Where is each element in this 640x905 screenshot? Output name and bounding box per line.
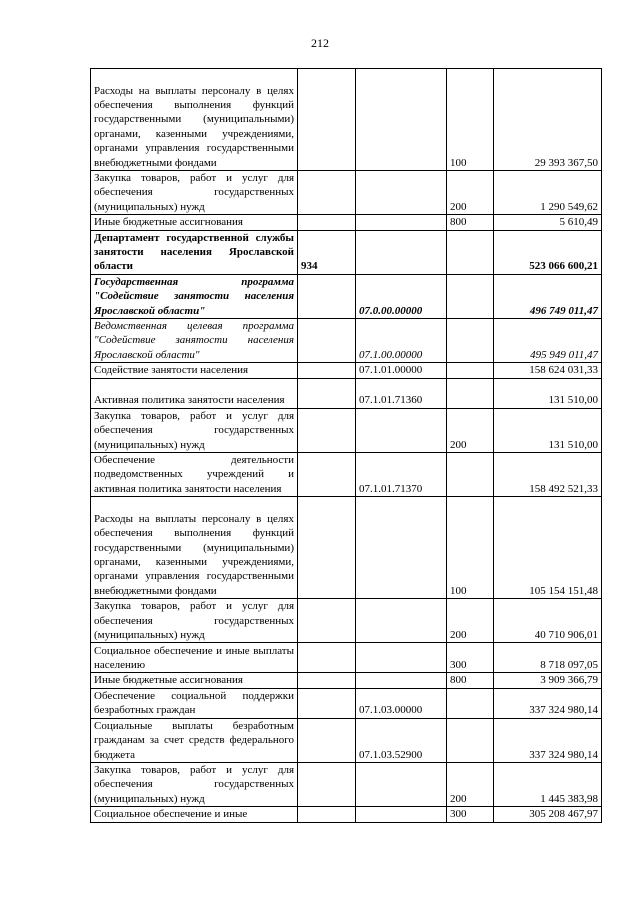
- row-expense-kind: 800: [447, 215, 494, 230]
- row-expense-kind: 100: [447, 69, 494, 171]
- row-amount: 1 290 549,62: [494, 171, 602, 215]
- row-expense-kind: 200: [447, 599, 494, 643]
- row-department: [298, 452, 356, 496]
- row-target-code: [356, 171, 447, 215]
- row-expense-kind: 800: [447, 673, 494, 688]
- row-expense-kind: [447, 718, 494, 762]
- row-expense-kind: [447, 319, 494, 363]
- row-name: Обеспечение социальной поддержки безработных граждан: [91, 688, 298, 718]
- row-amount: 131 510,00: [494, 378, 602, 408]
- row-name: Социальные выплаты безработным гражданам за счет средств федерального бюджета: [91, 718, 298, 762]
- row-department: [298, 274, 356, 318]
- row-department: [298, 762, 356, 806]
- table-row: [91, 599, 602, 643]
- row-department: [298, 408, 356, 452]
- row-expense-kind: 300: [447, 807, 494, 822]
- row-name: Расходы на выплаты персоналу в целях обеспечения выполнения функций государственными (муниципальными) органами, казенными учреждениями, органами управления государственными внебюджетными фондами: [91, 69, 298, 171]
- row-expense-kind: 200: [447, 408, 494, 452]
- table-row: [91, 378, 602, 408]
- row-amount: 5 610,49: [494, 215, 602, 230]
- row-name: Закупка товаров, работ и услуг для обеспечения государственных (муниципальных) нужд: [91, 408, 298, 452]
- row-target-code: [356, 807, 447, 822]
- row-department: 934: [298, 230, 356, 274]
- table-row: [91, 688, 602, 718]
- row-department: [298, 497, 356, 599]
- row-amount: 158 492 521,33: [494, 452, 602, 496]
- row-target-code: 07.1.01.71360: [356, 378, 447, 408]
- row-target-code: [356, 215, 447, 230]
- table-row: [91, 673, 602, 688]
- row-target-code: [356, 408, 447, 452]
- row-target-code: 07.1.01.00000: [356, 363, 447, 378]
- row-department: [298, 718, 356, 762]
- row-amount: 337 324 980,14: [494, 718, 602, 762]
- row-amount: 495 949 011,47: [494, 319, 602, 363]
- row-department: [298, 599, 356, 643]
- row-department: [298, 643, 356, 673]
- row-target-code: [356, 673, 447, 688]
- table-row: [91, 497, 602, 599]
- row-expense-kind: [447, 688, 494, 718]
- row-amount: 1 445 383,98: [494, 762, 602, 806]
- table-row: [91, 762, 602, 806]
- row-amount: 40 710 906,01: [494, 599, 602, 643]
- row-department: [298, 673, 356, 688]
- row-amount: 158 624 031,33: [494, 363, 602, 378]
- table-row: [91, 452, 602, 496]
- row-expense-kind: [447, 452, 494, 496]
- row-amount: 105 154 151,48: [494, 497, 602, 599]
- table-row: [91, 274, 602, 318]
- row-target-code: 07.1.03.00000: [356, 688, 447, 718]
- table-row: [91, 408, 602, 452]
- row-expense-kind: [447, 378, 494, 408]
- row-department: [298, 688, 356, 718]
- row-amount: 523 066 600,21: [494, 230, 602, 274]
- row-target-code: [356, 230, 447, 274]
- row-target-code: [356, 497, 447, 599]
- row-expense-kind: [447, 274, 494, 318]
- row-amount: 496 749 011,47: [494, 274, 602, 318]
- row-department: [298, 215, 356, 230]
- page-number: 212: [311, 36, 329, 50]
- row-department: [298, 378, 356, 408]
- row-amount: 8 718 097,05: [494, 643, 602, 673]
- row-name: Закупка товаров, работ и услуг для обеспечения государственных (муниципальных) нужд: [91, 599, 298, 643]
- row-department: [298, 171, 356, 215]
- row-department: [298, 363, 356, 378]
- row-name: Активная политика занятости населения: [91, 378, 298, 408]
- row-name: Департамент государственной службы занятости населения Ярославской области: [91, 230, 298, 274]
- row-target-code: [356, 643, 447, 673]
- row-target-code: [356, 762, 447, 806]
- row-amount: 305 208 467,97: [494, 807, 602, 822]
- table-row: [91, 215, 602, 230]
- table-row: [91, 807, 602, 822]
- row-name: Ведомственная целевая программа "Содействие занятости населения Ярославской области": [91, 319, 298, 363]
- row-expense-kind: [447, 230, 494, 274]
- row-name: Иные бюджетные ассигнования: [91, 673, 298, 688]
- row-target-code: 07.0.00.00000: [356, 274, 447, 318]
- row-expense-kind: 200: [447, 762, 494, 806]
- row-amount: 29 393 367,50: [494, 69, 602, 171]
- row-amount: 337 324 980,14: [494, 688, 602, 718]
- table-row: [91, 363, 602, 378]
- table-row: [91, 171, 602, 215]
- row-name: Закупка товаров, работ и услуг для обеспечения государственных (муниципальных) нужд: [91, 171, 298, 215]
- row-name: Социальное обеспечение и иные выплаты населению: [91, 643, 298, 673]
- row-expense-kind: [447, 363, 494, 378]
- row-name: Содействие занятости населения: [91, 363, 298, 378]
- row-target-code: [356, 599, 447, 643]
- row-name: Расходы на выплаты персоналу в целях обеспечения выполнения функций государственными (муниципальными) органами, казенными учреждениями, органами управления государственными внебюджетными фондами: [91, 497, 298, 599]
- row-department: [298, 69, 356, 171]
- row-amount: 3 909 366,79: [494, 673, 602, 688]
- row-expense-kind: 200: [447, 171, 494, 215]
- row-name: Обеспечение деятельности подведомственных учреждений и активная политика занятости населения: [91, 452, 298, 496]
- row-name: Социальное обеспечение и иные: [91, 807, 298, 822]
- row-target-code: [356, 69, 447, 171]
- table-row: [91, 230, 602, 274]
- row-amount: 131 510,00: [494, 408, 602, 452]
- row-expense-kind: 300: [447, 643, 494, 673]
- row-target-code: 07.1.03.52900: [356, 718, 447, 762]
- row-name: Закупка товаров, работ и услуг для обеспечения государственных (муниципальных) нужд: [91, 762, 298, 806]
- row-target-code: 07.1.00.00000: [356, 319, 447, 363]
- row-name: Иные бюджетные ассигнования: [91, 215, 298, 230]
- table-row: [91, 643, 602, 673]
- budget-table: [90, 68, 602, 823]
- table-row: [91, 69, 602, 171]
- row-department: [298, 319, 356, 363]
- table-row: [91, 319, 602, 363]
- row-name: Государственная программа "Содействие занятости населения Ярославской области": [91, 274, 298, 318]
- row-department: [298, 807, 356, 822]
- table-row: [91, 718, 602, 762]
- row-target-code: 07.1.01.71370: [356, 452, 447, 496]
- row-expense-kind: 100: [447, 497, 494, 599]
